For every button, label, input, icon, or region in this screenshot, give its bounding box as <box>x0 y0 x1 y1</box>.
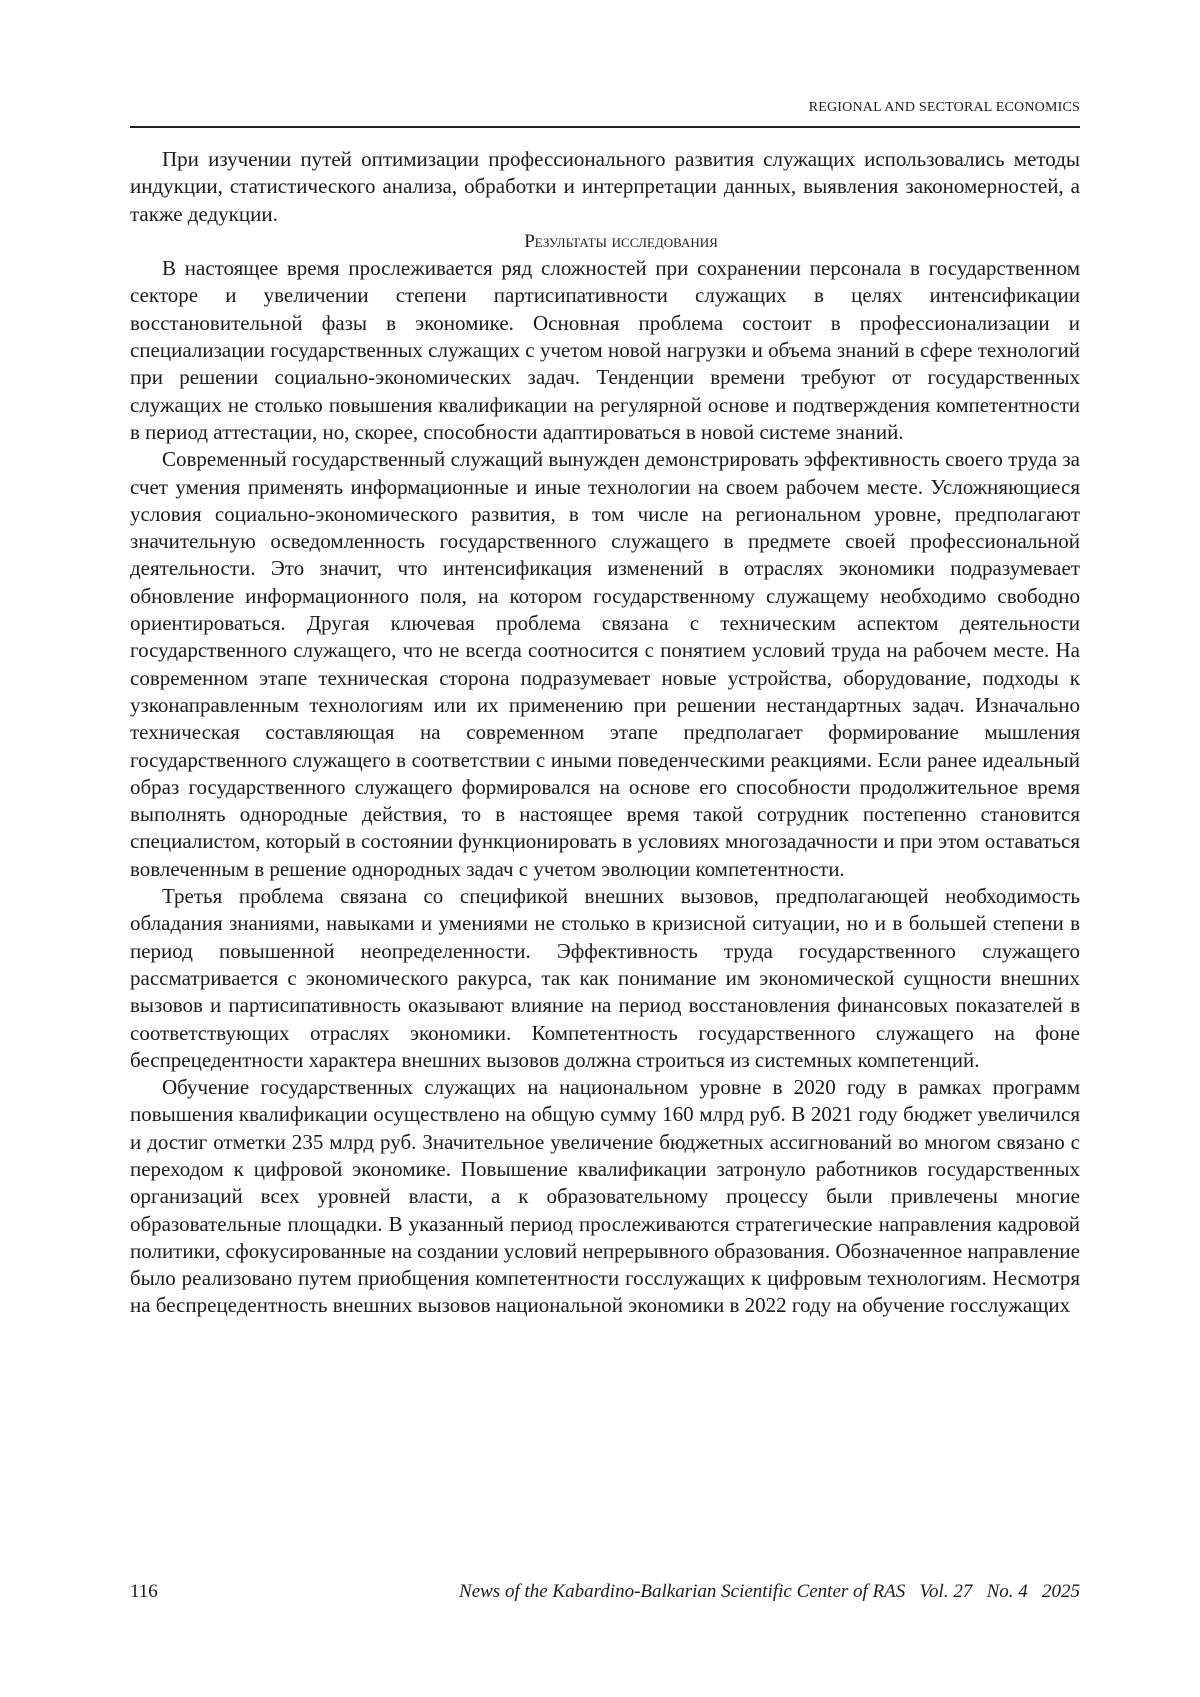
section-heading: Результаты исследования <box>130 228 1080 255</box>
body-paragraph: Обучение государственных служащих на национальном уровне в 2020 году в рамках программ повышения квалификации осуществлено на общую сумму 160 млрд руб. В 2021 году бюджет увеличился и достиг отметки 235 млрд руб. Значительное увеличение бюджетных ассигнований во многом связано с переходом к цифровой экономике. Повышение квалификации затронуло работников государственных организаций всех уровней власти, а к образовательному процессу были привлечены многие образовательные площадки. В указанный период прослеживаются стратегические направления кадровой политики, сфокусированные на создании условий непрерывного образования. Обозначенное направление было реализовано путем приобщения компетентности госслужащих к цифровым технологиям. Несмотря на беспрецедентность внешних вызовов национальной экономики в 2022 году на обучение госслужащих <box>130 1074 1080 1320</box>
body-paragraph: Третья проблема связана со спецификой внешних вызовов, предполагающей необходимость обладания знаниями, навыками и умениями не столько в кризисной ситуации, но и в большей степени в период повышенной неопределенности. Эффективность труда государственного служащего рассматривается с экономического ракурса, так как понимание им экономической сущности внешних вызовов и партисипативность оказывают влияние на период восстановления финансовых показателей в соответствующих отраслях экономики. Компетентность государственного служащего на фоне беспрецедентности характера внешних вызовов должна строиться из системных компетенций. <box>130 883 1080 1074</box>
article-body <box>130 146 1080 1320</box>
body-paragraph: Современный государственный служащий вынужден демонстрировать эффективность своего труда за счет умения применять информационные и иные технологии на своем рабочем месте. Усложняющиеся условия социально-экономического развития, в том числе на региональном уровне, предполагают значительную осведомленность государственного служащего в предмете своей профессиональной деятельности. Это значит, что интенсификация изменений в отраслях экономики подразумевает обновление информационного поля, на котором государственному служащему необходимо свободно ориентироваться. Другая ключевая проблема связана с техническим аспектом деятельности государственного служащего, что не всегда соотносится с понятием условий труда на рабочем месте. На современном этапе техническая сторона подразумевает новые устройства, оборудование, подходы к узконаправленным технологиям или их применению при решении нестандартных задач. Изначально техническая составляющая на современном этапе предполагает формирование мышления государственного служащего в соответствии с иными поведенческими реакциями. Если ранее идеальный образ государственного служащего формировался на основе его способности продолжительное время выполнять однородные действия, то в настоящее время такой сотрудник постепенно становится специалистом, который в состоянии функционировать в условиях многозадачности и при этом оставаться вовлеченным в решение однородных задач с учетом эволюции компетентности. <box>130 446 1080 883</box>
body-paragraph: В настоящее время прослеживается ряд сложностей при сохранении персонала в государственном секторе и увеличении степени партисипативности служащих в целях интенсификации восстановительной фазы в экономике. Основная проблема состоит в профессионализации и специализации государственных служащих с учетом новой нагрузки и объема знаний в сфере технологий при решении социально-экономических задач. Тенденции времени требуют от государственных служащих не столько повышения квалификации на регулярной основе и подтверждения компетентности в период аттестации, но, скорее, способности адаптироваться в новой системе знаний. <box>130 255 1080 446</box>
journal-citation: News of the Kabardino-Balkarian Scientific Center of RAS Vol. 27 No. 4 2025 <box>459 1581 1080 1603</box>
page-number: 116 <box>130 1581 158 1603</box>
header-rule <box>130 126 1080 128</box>
running-head-title: REGIONAL AND SECTORAL ECONOMICS <box>130 100 1080 116</box>
intro-paragraph: При изучении путей оптимизации профессионального развития служащих использовались методы индукции, статистического анализа, обработки и интерпретации данных, выявления закономерностей, а также дедукции. <box>130 146 1080 228</box>
